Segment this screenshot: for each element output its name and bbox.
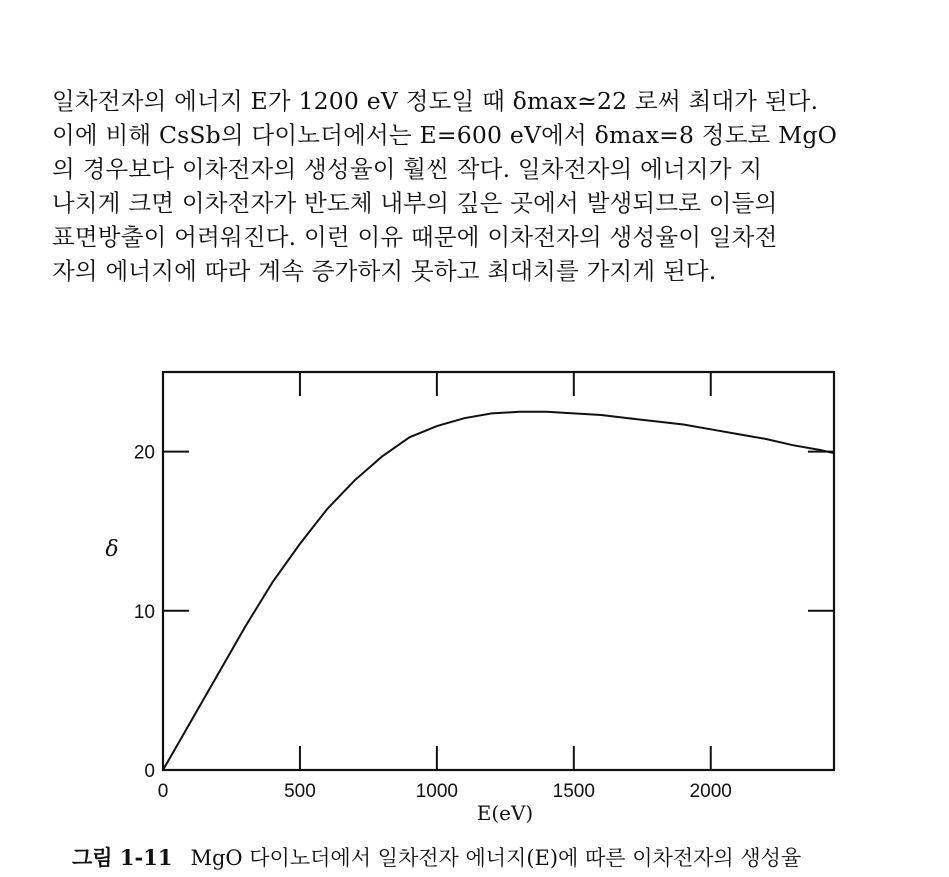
body-paragraph [52, 84, 904, 288]
x-tick-label: 1000 [415, 781, 459, 802]
x-axis-label: E(eV) [476, 801, 534, 825]
y-tick-label: 10 [133, 601, 155, 623]
paragraph-line: 의 경우보다 이차전자의 생성율이 훨씬 작다. 일차전자의 에너지가 지 [52, 155, 763, 183]
paragraph-line: 일차전자의 에너지 E가 1200 eV 정도일 때 δmax≃22 로써 최대가 된다. [52, 87, 819, 115]
axis-ticks [163, 372, 834, 770]
y-tick-label: 0 [144, 761, 155, 782]
x-tick-label: 1500 [552, 781, 595, 802]
x-tick-label: 2000 [689, 781, 732, 802]
figure-number: 그림 1-11 [72, 845, 173, 870]
delta-vs-energy-chart [0, 360, 949, 840]
axis-tick-labels [134, 443, 732, 802]
paragraph-line: 자의 에너지에 따라 계속 증가하지 못하고 최대치를 가지게 된다. [52, 257, 717, 285]
paragraph-line: 표면방출이 어려워진다. 이런 이유 때문에 이차전자의 생성율이 일차전 [52, 223, 778, 251]
figure-caption-text: MgO 다이노더에서 일차전자 에너지(E)에 따른 이차전자의 생성율 [190, 846, 802, 870]
plot-frame [163, 372, 834, 770]
data-line [163, 412, 834, 770]
figure-caption [72, 842, 932, 872]
y-axis-label: δ [105, 537, 119, 562]
x-tick-label: 500 [284, 781, 316, 802]
y-tick-label: 20 [133, 442, 155, 464]
paragraph-line: 나치게 크면 이차전자가 반도체 내부의 깊은 곳에서 발생되므로 이들의 [52, 189, 778, 217]
paragraph-line: 이에 비해 CsSb의 다이노더에서는 E=600 eV에서 δmax=8 정도로 MgO [52, 121, 838, 149]
x-tick-label: 0 [157, 781, 169, 802]
